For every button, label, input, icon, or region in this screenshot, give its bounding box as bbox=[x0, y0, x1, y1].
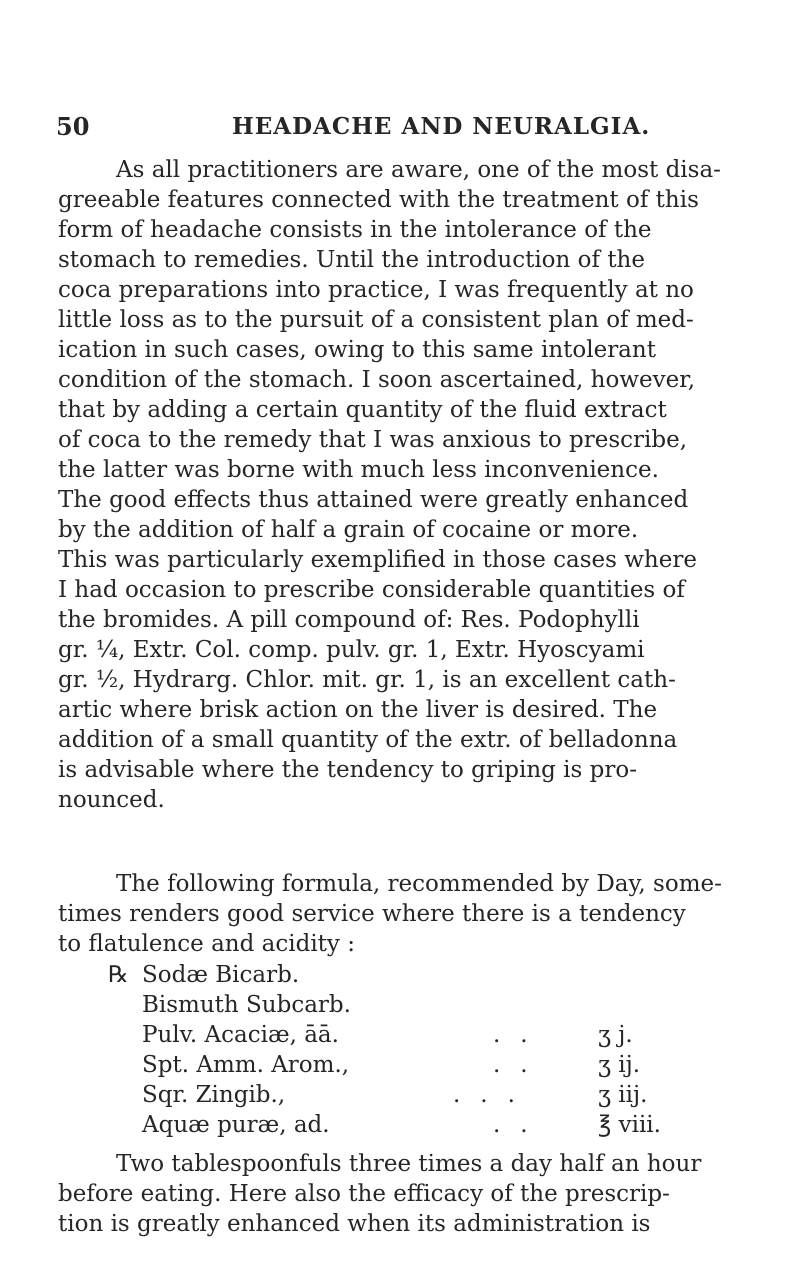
text-line: gr. ½, Hydrarg. Chlor. mit. gr. 1, is an excellent cath- bbox=[58, 667, 676, 693]
prescription-quantity: ℥ viii. bbox=[598, 1112, 661, 1138]
text-line: As all practitioners are aware, one of the most disa- bbox=[116, 157, 721, 183]
text-line: Two tablespoonfuls three times a day half an hour bbox=[116, 1151, 702, 1177]
prescription-quantity: ʒ j. bbox=[598, 1022, 633, 1048]
prescription-quantity: ʒ ij. bbox=[598, 1052, 641, 1078]
text-line: that by adding a certain quantity of the fluid extract bbox=[58, 397, 667, 423]
leader-dots: .. bbox=[493, 1112, 548, 1138]
text-line: gr. ¼, Extr. Col. comp. pulv. gr. 1, Extr. Hyoscyami bbox=[58, 637, 645, 663]
text-line: by the addition of half a grain of cocaine or more. bbox=[58, 517, 639, 543]
paragraph-day-formula bbox=[58, 869, 778, 959]
text-line: is advisable where the tendency to griping is pro- bbox=[58, 757, 637, 783]
leader-dots: .. bbox=[493, 1022, 548, 1048]
prescription-row bbox=[108, 960, 668, 990]
text-line: times renders good service where there is a tendency bbox=[58, 901, 686, 927]
text-line: artic where brisk action on the liver is desired. The bbox=[58, 697, 658, 723]
text-line: greeable features connected with the treatment of this bbox=[58, 187, 699, 213]
text-line: stomach to remedies. Until the introduction of the bbox=[58, 247, 645, 273]
text-line: little loss as to the pursuit of a consistent plan of med- bbox=[58, 307, 694, 333]
leader-dots: .. bbox=[493, 1052, 548, 1078]
text-line: addition of a small quantity of the extr. of belladonna bbox=[58, 727, 678, 753]
text-line: condition of the stomach. I soon ascertained, however, bbox=[58, 367, 696, 393]
prescription-row bbox=[108, 1050, 668, 1080]
prescription-quantity: ʒ iij. bbox=[598, 1082, 648, 1108]
prescription-row bbox=[108, 1110, 668, 1140]
prescription-ingredient: Sodæ Bicarb. bbox=[142, 962, 300, 988]
page-number: 50 bbox=[56, 112, 90, 141]
paragraph-coca-remedies bbox=[58, 155, 778, 815]
prescription-row bbox=[108, 990, 668, 1020]
prescription-row bbox=[108, 1080, 668, 1110]
prescription-ingredient: Sqr. Zingib., bbox=[142, 1082, 286, 1108]
text-line: The good effects thus attained were greatly enhanced bbox=[58, 487, 689, 513]
text-line: of coca to the remedy that I was anxious to prescribe, bbox=[58, 427, 688, 453]
text-line: to flatulence and acidity : bbox=[58, 931, 355, 957]
running-title: HEADACHE AND NEURALGIA. bbox=[232, 113, 651, 140]
prescription-row bbox=[108, 1020, 668, 1050]
text-line: the latter was borne with much less inconvenience. bbox=[58, 457, 659, 483]
text-line: The following formula, recommended by Day, some- bbox=[116, 871, 722, 897]
prescription-ingredient: Bismuth Subcarb. bbox=[142, 992, 351, 1018]
text-line: nounced. bbox=[58, 787, 165, 813]
text-line: This was particularly exemplified in those cases where bbox=[58, 547, 697, 573]
text-line: the bromides. A pill compound of: Res. Podophylli bbox=[58, 607, 640, 633]
prescription-formula bbox=[108, 960, 668, 1140]
text-line: I had occasion to prescribe considerable quantities of bbox=[58, 577, 685, 603]
text-line: before eating. Here also the efficacy of the prescrip- bbox=[58, 1181, 670, 1207]
paragraph-dosage bbox=[58, 1149, 778, 1239]
recipe-symbol: ℞ bbox=[108, 962, 129, 988]
prescription-ingredient: Pulv. Acaciæ, āā. bbox=[142, 1022, 339, 1048]
text-line: coca preparations into practice, I was frequently at no bbox=[58, 277, 694, 303]
text-line: form of headache consists in the intolerance of the bbox=[58, 217, 652, 243]
prescription-ingredient: Aquæ puræ, ad. bbox=[142, 1112, 330, 1138]
text-line: ication in such cases, owing to this same intolerant bbox=[58, 337, 656, 363]
prescription-ingredient: Spt. Amm. Arom., bbox=[142, 1052, 350, 1078]
text-line: tion is greatly enhanced when its administration is bbox=[58, 1211, 651, 1237]
leader-dots: ... bbox=[453, 1082, 535, 1108]
